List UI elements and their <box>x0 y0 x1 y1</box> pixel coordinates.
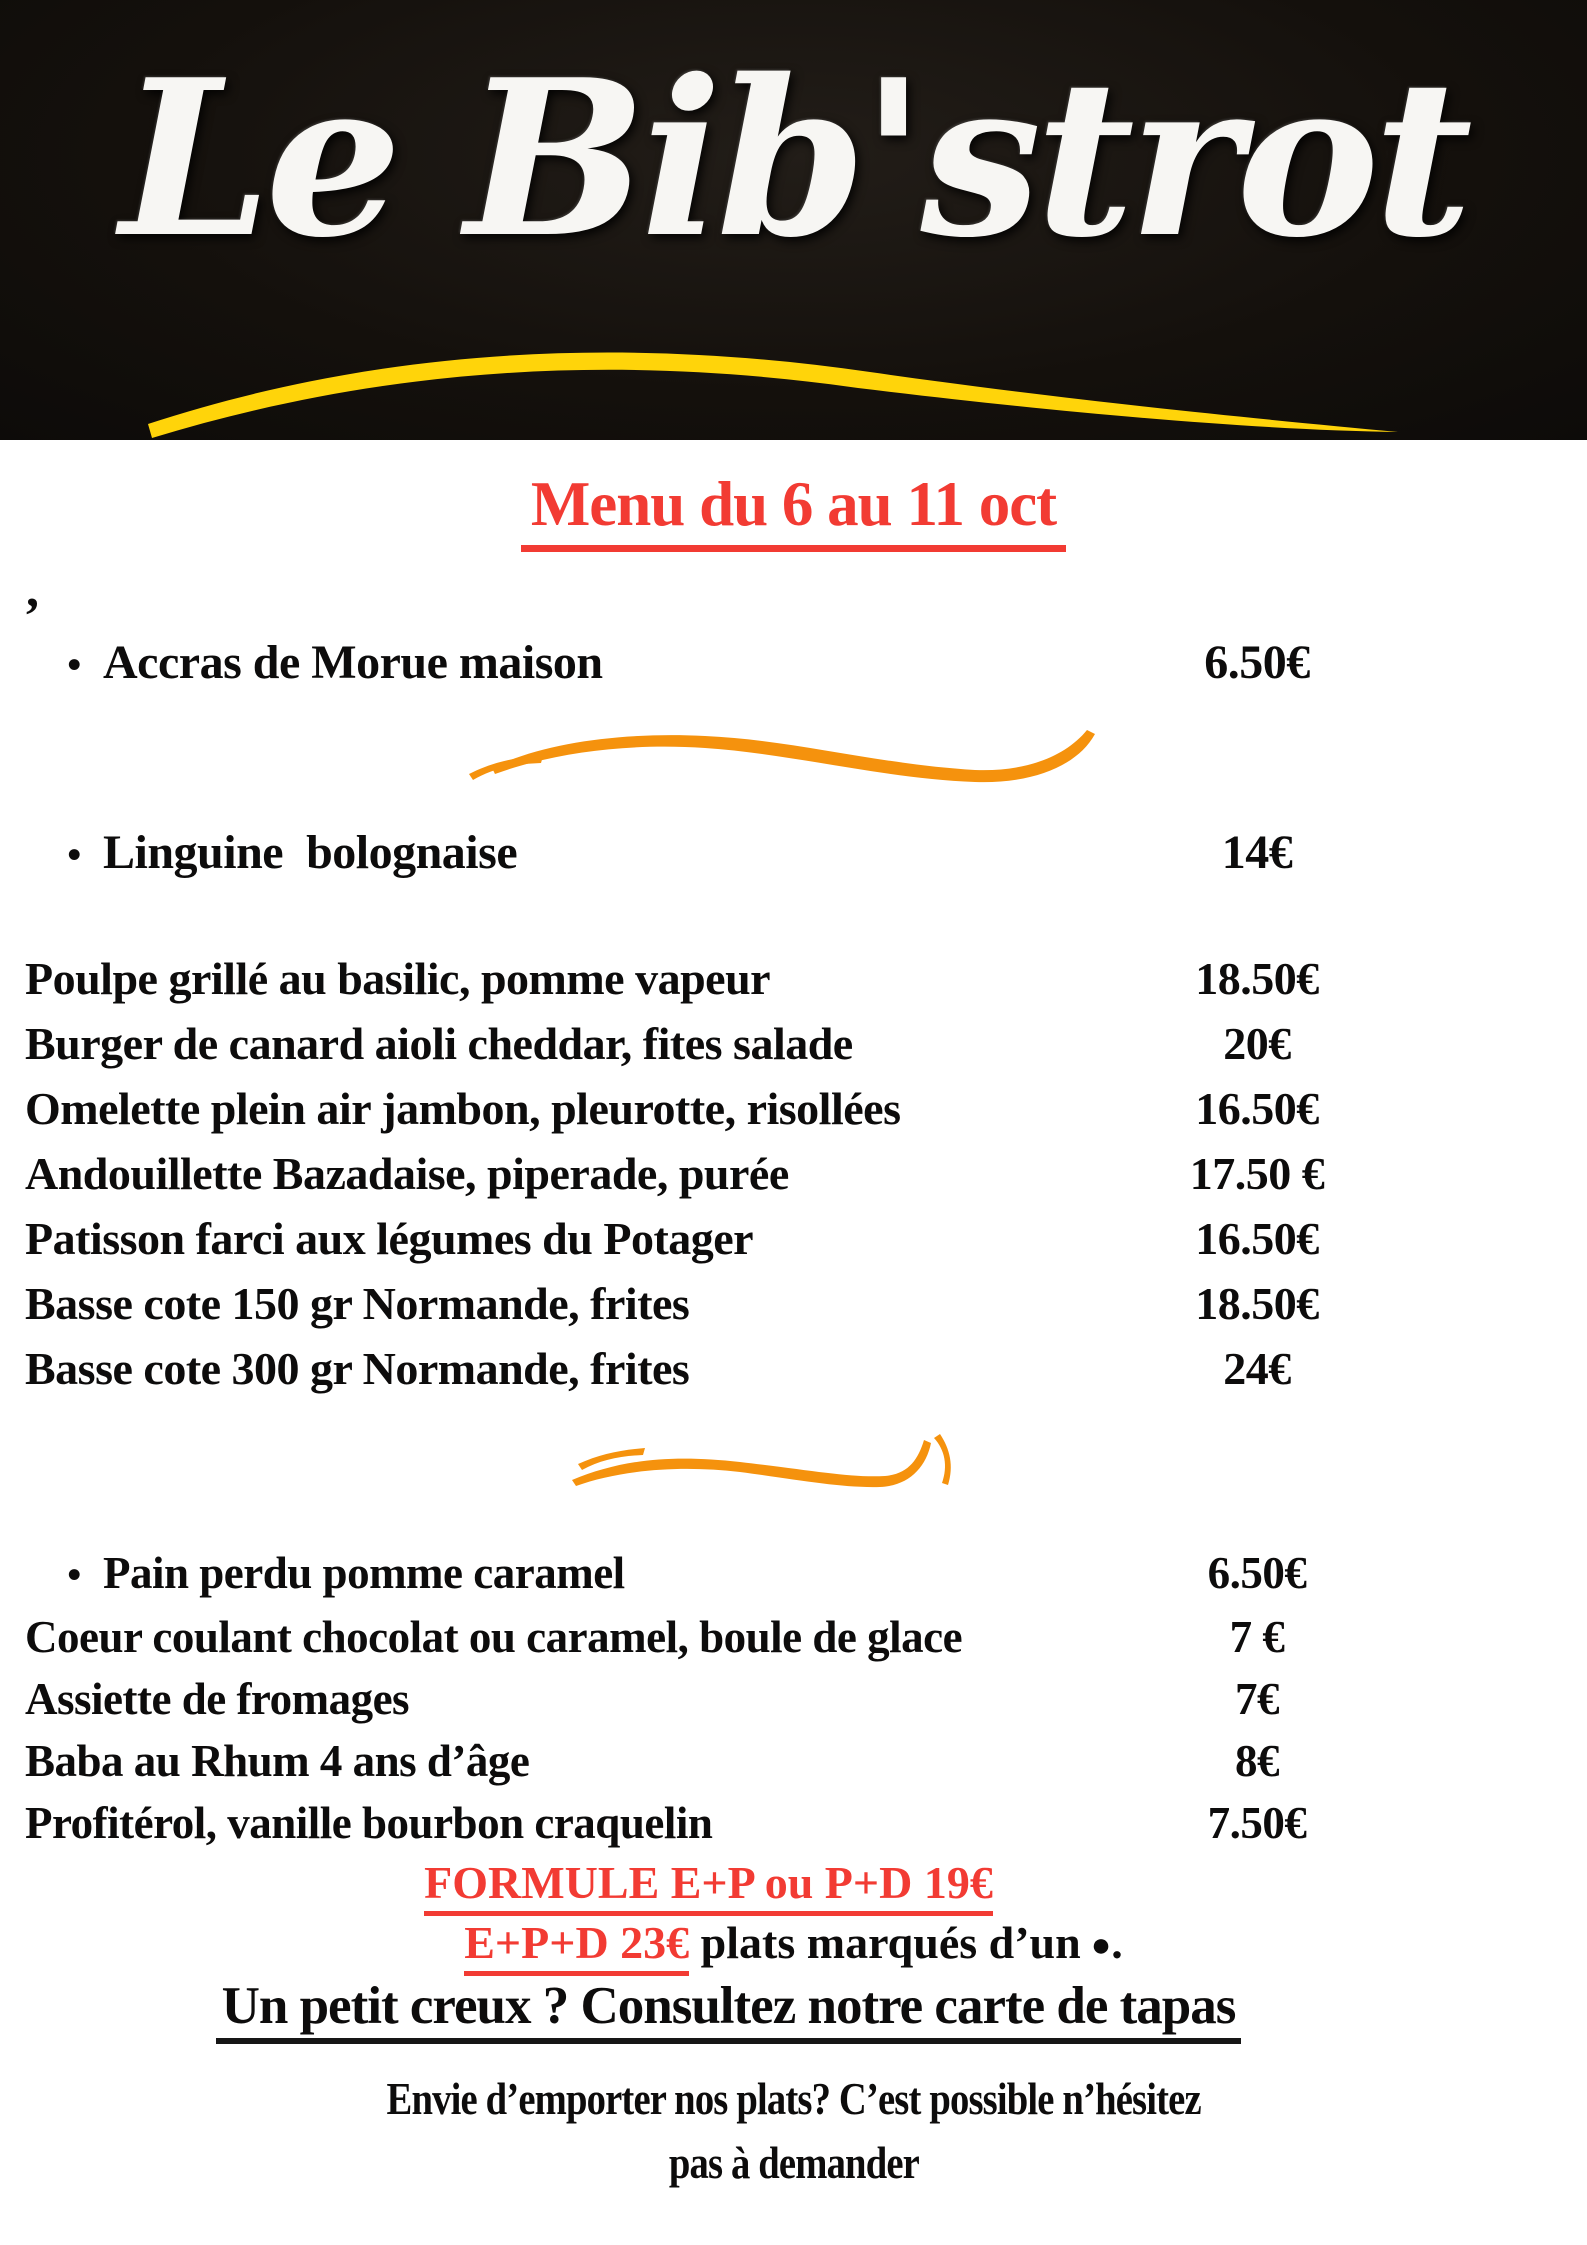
menu-item-row <box>0 1542 1587 1606</box>
dish-name: Basse cote 300 gr Normande, frites <box>25 1343 690 1394</box>
dish-name: Andouillette Bazadaise, piperade, purée <box>25 1148 789 1199</box>
takeaway-note-line-1 <box>0 2072 1587 2125</box>
dish-price: 24€ <box>1223 1343 1291 1394</box>
dish-name: Accras de Morue maison <box>103 636 603 689</box>
takeaway-note-line-2-text: pas à demander <box>668 2137 919 2188</box>
menu-item-row <box>0 1606 1587 1668</box>
dish-name: Linguine bolognaise <box>103 826 518 879</box>
menu-item-row <box>0 1730 1587 1792</box>
menu-item-row <box>0 1668 1587 1730</box>
dish-price: 8€ <box>1235 1736 1279 1786</box>
dish-price: 20€ <box>1223 1018 1291 1069</box>
menu-item-row <box>0 1336 1587 1401</box>
pastas-list <box>0 818 1587 890</box>
dish-price: 6.50€ <box>1204 636 1310 689</box>
menu-item-row <box>0 1076 1587 1141</box>
dish-name: Patisson farci aux légumes du Potager <box>25 1213 754 1264</box>
menu-item-row <box>0 946 1587 1011</box>
dish-name: Pain perdu pomme caramel <box>103 1548 625 1598</box>
dish-price: 6.50€ <box>1207 1548 1307 1598</box>
bullet-icon: • <box>67 832 81 877</box>
dish-price: 7 € <box>1229 1612 1285 1662</box>
dish-price: 16.50€ <box>1195 1083 1319 1134</box>
formule-line-2-black-text: plats marqués d’un <box>689 1917 1081 1968</box>
starters-list <box>0 628 1587 700</box>
dish-price: 14€ <box>1221 826 1293 879</box>
dish-name: Omelette plein air jambon, pleurotte, risollées <box>25 1083 901 1134</box>
dish-name: Baba au Rhum 4 ans d’âge <box>25 1736 530 1786</box>
bullet-icon: • <box>67 642 81 687</box>
tapas-note-text: Un petit creux ? Consultez notre carte de tapas <box>216 1976 1242 2044</box>
dish-price: 18.50€ <box>1195 1278 1319 1329</box>
dish-price: 7.50€ <box>1207 1798 1307 1848</box>
dish-price: 17.50 € <box>1189 1148 1325 1199</box>
menu-item-row <box>0 1141 1587 1206</box>
dish-name: Profitérol, vanille bourbon craquelin <box>25 1798 713 1848</box>
takeaway-note-line-1-text: Envie d’emporter nos plats? C’est possible n’hésitez <box>386 2073 1201 2124</box>
dish-name: Basse cote 150 gr Normande, frites <box>25 1278 690 1329</box>
menu-item-row <box>0 1206 1587 1271</box>
dish-name: Poulpe grillé au basilic, pomme vapeur <box>25 953 771 1004</box>
menu-item-row <box>0 1792 1587 1854</box>
dish-name: Assiette de fromages <box>25 1674 410 1724</box>
mains-list <box>0 946 1587 1401</box>
restaurant-logo-text: Le Bib'strot <box>120 32 1467 285</box>
dish-price: 18.50€ <box>1195 953 1319 1004</box>
formule-line-2-red-text: E+P+D 23€ <box>464 1916 689 1976</box>
menu-item-row <box>0 1011 1587 1076</box>
header-chalkboard <box>0 0 1587 440</box>
menu-title <box>0 468 1587 552</box>
menu-item-row <box>0 628 1587 700</box>
dish-price: 7€ <box>1235 1674 1279 1724</box>
menu-item-row <box>0 818 1587 890</box>
dish-name: Burger de canard aioli cheddar, fites salade <box>25 1018 853 1069</box>
formule-line-1-text: FORMULE E+P ou P+D 19€ <box>424 1856 993 1916</box>
formule-line-2 <box>0 1916 1587 1976</box>
menu-title-text: Menu du 6 au 11 oct <box>521 468 1066 552</box>
desserts-list <box>0 1542 1587 1854</box>
dish-price: 16.50€ <box>1195 1213 1319 1264</box>
orange-swoosh-divider-icon <box>540 1418 970 1503</box>
dish-name: Coeur coulant chocolat ou caramel, boule de glace <box>25 1612 963 1662</box>
formule-line-1 <box>0 1856 1587 1916</box>
stray-comma: , <box>26 561 39 618</box>
takeaway-note-line-2 <box>0 2136 1587 2189</box>
tapas-note <box>0 1976 1587 2044</box>
dot-marker-icon: ● <box>1090 1927 1112 1964</box>
orange-swoosh-divider-icon <box>455 712 1155 792</box>
bullet-icon: • <box>67 1552 81 1597</box>
formule-line-2-tail: . <box>1111 1917 1123 1968</box>
menu-item-row <box>0 1271 1587 1336</box>
yellow-swoosh-icon <box>0 0 1587 440</box>
